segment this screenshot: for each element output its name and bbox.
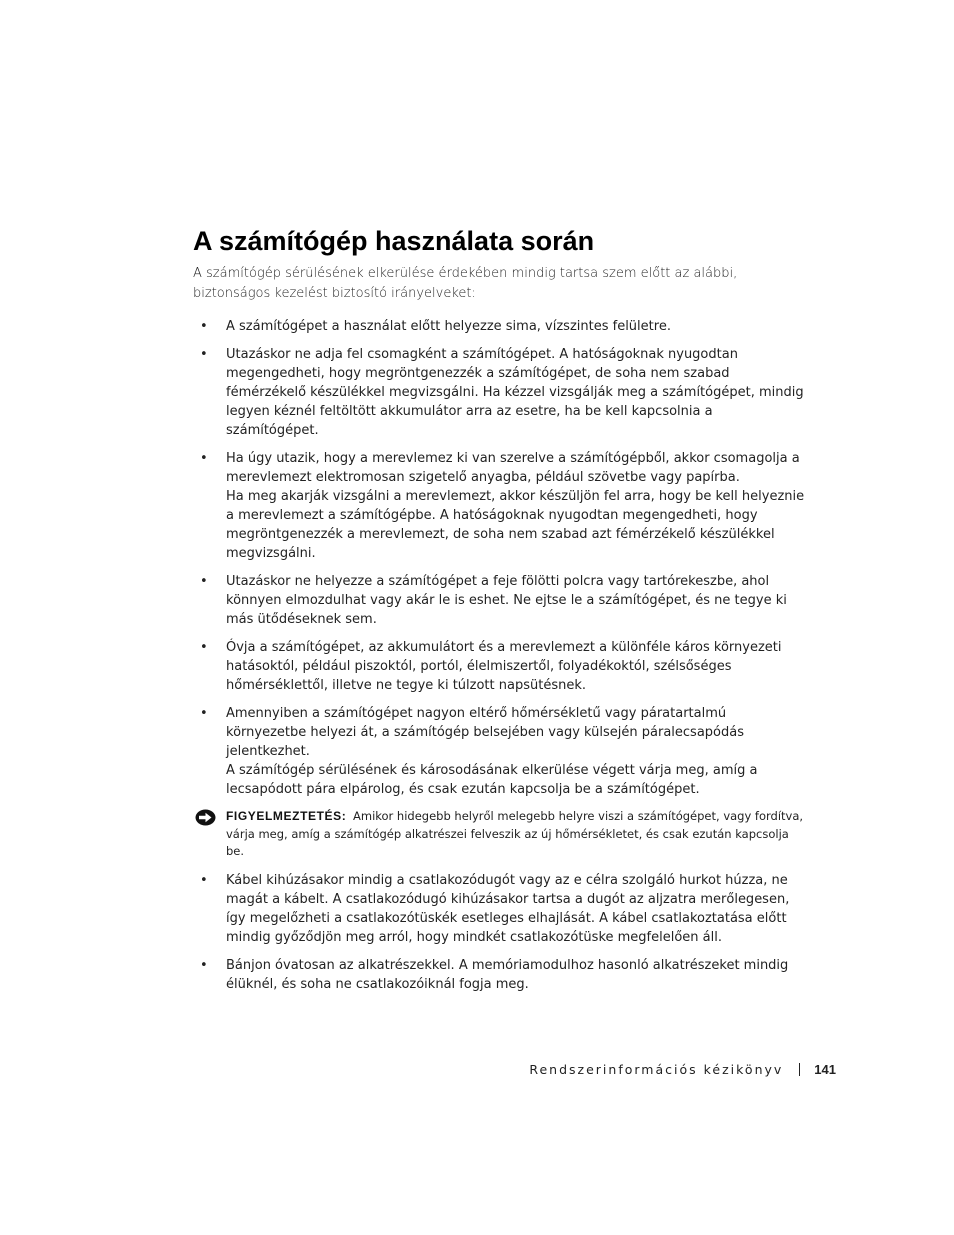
list-item (193, 871, 805, 947)
bullet-icon: • (200, 347, 208, 362)
list-item-text: Utazáskor ne adja fel csomagként a számítógépet. A hatóságoknak nyugodtan megengedheti, hogy megröntgenezzék a számítógépet, de soha nem szabad fémérzékelő készülékkel megvizsgálni. Ha kézzel vizsgálják meg a számítógépet, mindig legyen kéznél feltöltött akkumulátor arra az esetre, ha be kell kapcsolnia a számítógépet. (226, 347, 804, 438)
footer-book-title: Rendszerinformációs kézikönyv (529, 1062, 784, 1077)
page-footer (529, 1061, 836, 1079)
bullet-icon: • (200, 319, 208, 334)
list-item (193, 704, 805, 799)
page-number: 141 (814, 1062, 836, 1077)
bullet-icon: • (200, 640, 208, 655)
notice-text: Amikor hidegebb helyről melegebb helyre viszi a számítógépet, vagy fordítva, várja meg, amíg a számítógép alkatrészei felveszik az új hőmérsékletet, és csak ezután kapcsolja be. (226, 809, 804, 858)
list-item (193, 572, 805, 629)
notice-arrow-icon (195, 809, 216, 826)
intro-paragraph: A számítógép sérülésének elkerülése érdekében mindig tartsa szem előtt az alábbi, biztonságos kezelést biztosító irányelveket: (193, 266, 738, 301)
list-item (193, 956, 805, 994)
bullet-icon: • (200, 957, 208, 973)
list-item (193, 449, 805, 563)
list-item-text: Amennyiben a számítógépet nagyon eltérő hőmérsékletű vagy páratartalmú környezetbe helyezi át, a számítógép belsejében vagy külsején páralecsapódás jelentkezhet. (226, 706, 744, 759)
list-item-text: Kábel kihúzásakor mindig a csatlakozódugót vagy az e célra szolgáló hurkot húzza, ne magát a kábelt. A csatlakozódugó kihúzásakor tartsa a dugót az aljzatra merőlegesen, így megelőzheti a csatlakozótüskék esetleges elhajlását. A kábel csatlakoztatása előtt mindig győződjön meg arról, hogy mindkét csatlakozótüske megfelelően áll. (226, 872, 790, 945)
list-item (193, 317, 805, 336)
list-item-text: Bánjon óvatosan az alkatrészekkel. A memóriamodulhoz hasonló alkatrészeket mindig élüknél, és soha ne csatlakozóiknál fogja meg. (226, 957, 789, 992)
list-item-text: Óvja a számítógépet, az akkumulátort és a merevlemezt a különféle káros környezeti hatásoktól, például piszoktól, portól, élelmiszertől, folyadékoktól, szélsőséges hőmérséklettől, illetve ne tegye ki túlzott napsütésnek. (226, 640, 782, 693)
list-item-text: Utazáskor ne helyezze a számítógépet a feje fölötti polcra vagy tartórekeszbe, ahol könnyen elmozdulhat vagy akár le is eshet. Ne ejtse le a számítógépet, és ne tegye ki más ütődéseknek sem. (226, 574, 787, 627)
list-item (193, 638, 805, 695)
safety-guidelines-list (193, 317, 805, 1003)
page-heading: A számítógép használata során (193, 226, 595, 256)
footer-separator (799, 1063, 800, 1076)
bullet-icon: • (200, 872, 208, 888)
notice-box (193, 808, 805, 861)
list-item-text: A számítógépet a használat előtt helyezze sima, vízszintes felületre. (226, 319, 671, 334)
notice-label: FIGYELMEZTETÉS: (226, 809, 347, 823)
bullet-icon: • (200, 706, 208, 721)
list-item (193, 345, 805, 440)
list-item-text: Ha meg akarják vizsgálni a merevlemezt, akkor készüljön fel arra, hogy be kell helyeznie a merevlemezt a számítógépbe. A hatóságoknak nyugodtan megengedheti, hogy megröntgenezzék a merevlemezt, de soha nem szabad azt fémérzékelő készülékkel megvizsgálni. (226, 489, 805, 561)
bullet-icon: • (200, 451, 208, 466)
bullet-icon: • (200, 574, 208, 589)
list-item-text: Ha úgy utazik, hogy a merevlemez ki van szerelve a számítógépből, akkor csomagolja a merevlemezt elektromosan szigetelő anyagba, például szövetbe vagy papírba. (226, 451, 800, 485)
list-item-text: A számítógép sérülésének és károsodásának elkerülése végett várja meg, amíg a lecsapódott pára elpárolog, és csak ezután kapcsolja be a számítógépet. (226, 763, 758, 797)
